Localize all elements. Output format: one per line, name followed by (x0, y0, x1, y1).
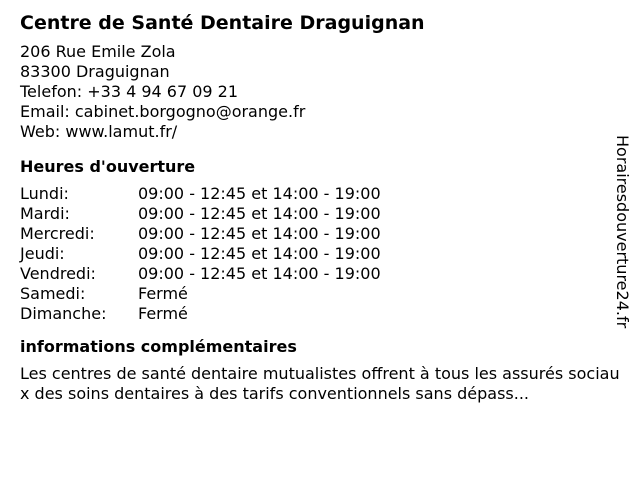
hours-heading: Heures d'ouverture (20, 157, 196, 176)
hours-row-sunday (20, 304, 620, 324)
hours-row-wednesday (20, 224, 620, 244)
hours-day: Jeudi: (20, 244, 65, 263)
city-address: 83300 Draguignan (20, 62, 170, 81)
info-description: Les centres de santé dentaire mutualistes offrent à tous les assurés sociaux des soins dentaires à des tarifs conventionnels sans dépass... (20, 364, 620, 403)
business-card (20, 10, 620, 404)
hours-time: 09:00 - 12:45 et 14:00 - 19:00 (138, 184, 381, 203)
hours-row-monday (20, 184, 620, 204)
hours-time: 09:00 - 12:45 et 14:00 - 19:00 (138, 264, 381, 283)
hours-row-saturday (20, 284, 620, 304)
hours-day: Vendredi: (20, 264, 96, 283)
hours-time: 09:00 - 12:45 et 14:00 - 19:00 (138, 224, 381, 243)
email-address[interactable]: Email: cabinet.borgogno@orange.fr (20, 102, 306, 121)
hours-row-thursday (20, 244, 620, 264)
business-name: Centre de Santé Dentaire Draguignan (20, 12, 425, 34)
hours-row-friday (20, 264, 620, 284)
hours-day: Dimanche: (20, 304, 107, 323)
hours-day: Samedi: (20, 284, 86, 303)
hours-time: Fermé (138, 284, 188, 303)
website-link[interactable]: Web: www.lamut.fr/ (20, 122, 178, 141)
hours-day: Mercredi: (20, 224, 95, 243)
phone-number[interactable]: Telefon: +33 4 94 67 09 21 (20, 82, 239, 101)
hours-day: Lundi: (20, 184, 69, 203)
contact-block (20, 42, 620, 142)
hours-time: Fermé (138, 304, 188, 323)
hours-table (20, 184, 620, 324)
site-watermark: Horairesdouverture24.fr (613, 135, 632, 329)
hours-time: 09:00 - 12:45 et 14:00 - 19:00 (138, 244, 381, 263)
hours-time: 09:00 - 12:45 et 14:00 - 19:00 (138, 204, 381, 223)
info-heading: informations complémentaires (20, 337, 297, 356)
hours-row-tuesday (20, 204, 620, 224)
street-address: 206 Rue Emile Zola (20, 42, 176, 61)
hours-day: Mardi: (20, 204, 70, 223)
